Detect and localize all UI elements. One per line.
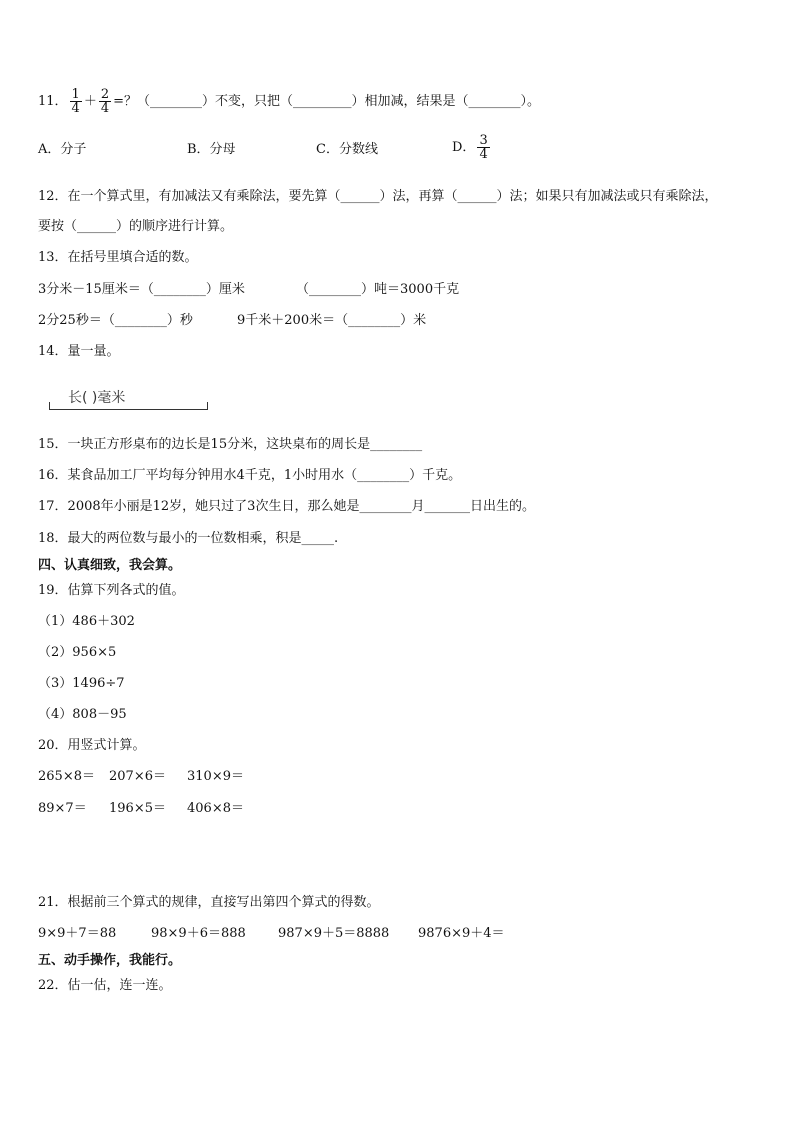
q17-text: 17．2008年小丽是12岁，她只过了3次生日，那么她是________月_______日出生的。 [38,499,535,514]
q21-expr-4: 9876×9＋4＝ [418,926,505,941]
fraction-3-4: $\frac{3}{4}$ [479,133,488,162]
q12-line-1: 12．在一个算式里，有加减法又有乘除法，要先算（______）法，再算（______）法；如果只有加减法或只有乘除法， [38,189,718,204]
section-4-title: 四、认真细致，我会算。 [38,558,182,573]
q20-expr-6: 406×8＝ [187,801,244,816]
q13-title: 13．在括号里填合适的数。 [38,250,198,265]
q11-option-a: A．分子 [38,142,87,157]
q14-title: 14．量一量。 [38,344,120,359]
q22-title: 22．估一估，连一连。 [38,978,172,993]
q11-option-d [452,134,492,161]
q19-title: 19．估算下列各式的值。 [38,583,185,598]
q21-expr-3: 987×9＋5＝8888 [278,926,390,941]
q18-text: 18．最大的两位数与最小的一位数相乘，积是_____. [38,531,339,546]
q16-text: 16．某食品加工厂平均每分钟用水4千克，1小时用水（________）千克。 [38,468,462,483]
q11-number: 11． [38,94,68,109]
q19-item-3: （3）1496÷7 [38,676,125,691]
q11-option-b: B．分母 [187,142,236,157]
q21-title: 21．根据前三个算式的规律，直接写出第四个算式的得数。 [38,895,380,910]
q21-expr-1: 9×9＋7＝88 [38,926,117,941]
q19-item-4: （4）808－95 [38,707,127,722]
q13-item-c: 2分25秒＝（________）秒 [38,313,193,328]
q20-expr-1: 265×8＝ [38,769,95,784]
fraction-1-4: $\frac{1}{4}$ [71,87,80,116]
ruler-tick-right [207,402,208,410]
q20-expr-5: 196×5＝ [109,801,166,816]
ruler-tick-left [49,402,50,410]
q15-text: 15．一块正方形桌布的边长是15分米，这块桌布的周长是________ [38,437,423,452]
q19-item-2: （2）956×5 [38,645,117,660]
q20-expr-4: 89×7＝ [38,801,87,816]
q13-item-b: （________）吨＝3000千克 [296,282,460,297]
q11-option-d-label: D． [452,140,476,155]
q12-line-2: 要按（______）的顺序进行计算。 [38,219,234,234]
q13-item-d: 9千米＋200米＝（________）米 [237,313,427,328]
q20-title: 20．用竖式计算。 [38,738,146,753]
q19-item-1: （1）486＋302 [38,614,135,629]
q11-option-c: C．分数线 [316,142,378,157]
q11-text: =？（________）不变，只把（_________）相加减，结果是（________）。 [113,94,541,109]
ruler-label: 长( )毫米 [68,390,126,406]
q13-item-a: 3分米－15厘米＝（________）厘米 [38,282,245,297]
plus-sign: ＋ [83,94,97,109]
q21-expr-2: 98×9＋6＝888 [151,926,246,941]
ruler-line [49,409,208,410]
section-5-title: 五、动手操作，我能行。 [38,953,182,968]
fraction-2-4: $\frac{2}{4}$ [100,87,110,116]
q11-line [38,88,540,115]
q20-expr-3: 310×9＝ [187,769,244,784]
q20-expr-2: 207×6＝ [109,769,166,784]
